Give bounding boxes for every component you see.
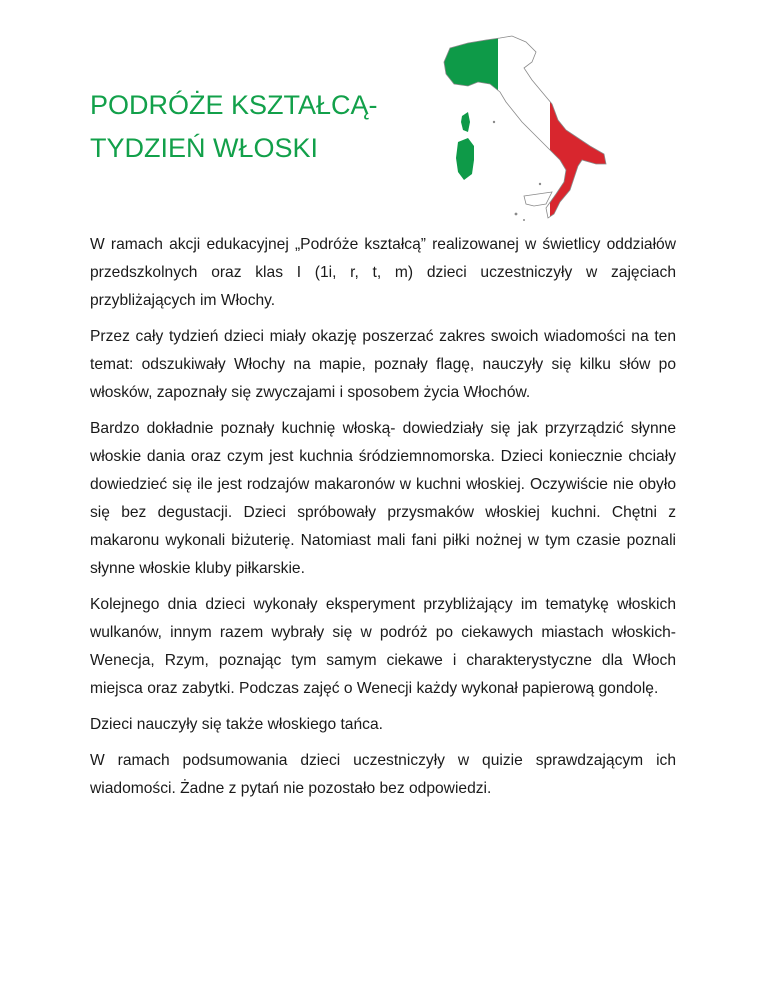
sicily-shape xyxy=(524,192,552,206)
paragraph-2: Przez cały tydzień dzieci miały okazję poszerzać zakres swoich wiadomości na ten temat: odszukiwały Włochy na mapie, poznały flagę, nauczyły się kilku słów po włosków, zapoznały się zwyczajami i sposobem życia Włochów. xyxy=(90,328,676,401)
paragraph-5: Dzieci nauczyły się także włoskiego tańca. xyxy=(90,716,383,733)
paragraph-4: Kolejnego dnia dzieci wykonały eksperyment przybliżający im tematykę włoskich wulkanów, innym razem wybrały się w podróż po ciekawych miastach włoskich- Wenecja, Rzym, poznając tym samym ciekawe i charakterystyczne dla Włoch miejsca oraz zabytki. Podczas zajęć o Wenecji każdy wykonał papierową gondolę. xyxy=(90,596,676,697)
paragraph-1: W ramach akcji edukacyjnej „Podróże kształcą” realizowanej w świetlicy oddziałów przedszkolnych oraz klas I (1i, r, t, m) dzieci uczestniczyły w zajęciach przybliżających im Włochy. xyxy=(90,236,676,309)
article-body xyxy=(90,231,676,811)
italy-flag-map-icon xyxy=(428,24,628,224)
page-title-line-2: TYDZIEŃ WŁOSKI xyxy=(90,133,319,163)
paragraph-3: Bardzo dokładnie poznały kuchnię włoską- dowiedziały się jak przyrządzić słynne włoskie dania oraz czym jest kuchnia śródziemnomorska. Dzieci koniecznie chciały dowiedzieć się ile jest rodzajów makaronów w kuchni włoskiej. Oczywiście nie obyło się bez degustacji. Dzieci spróbowały przysmaków włoskiej kuchni. Chętni z makaronu wykonali biżuterię. Natomiast mali fani piłki nożnej w tym czasie poznali słynne włoskie kluby piłkarskie. xyxy=(90,420,676,577)
corsica-shape xyxy=(461,112,470,132)
page-title-line-1: PODRÓŻE KSZTAŁCĄ- xyxy=(90,90,378,120)
paragraph-6: W ramach podsumowania dzieci uczestniczyły w quizie sprawdzającym ich wiadomości. Żadne z pytań nie pozostało bez odpowiedzi. xyxy=(90,752,676,797)
sardinia-shape xyxy=(456,138,474,180)
page-title xyxy=(90,84,450,170)
